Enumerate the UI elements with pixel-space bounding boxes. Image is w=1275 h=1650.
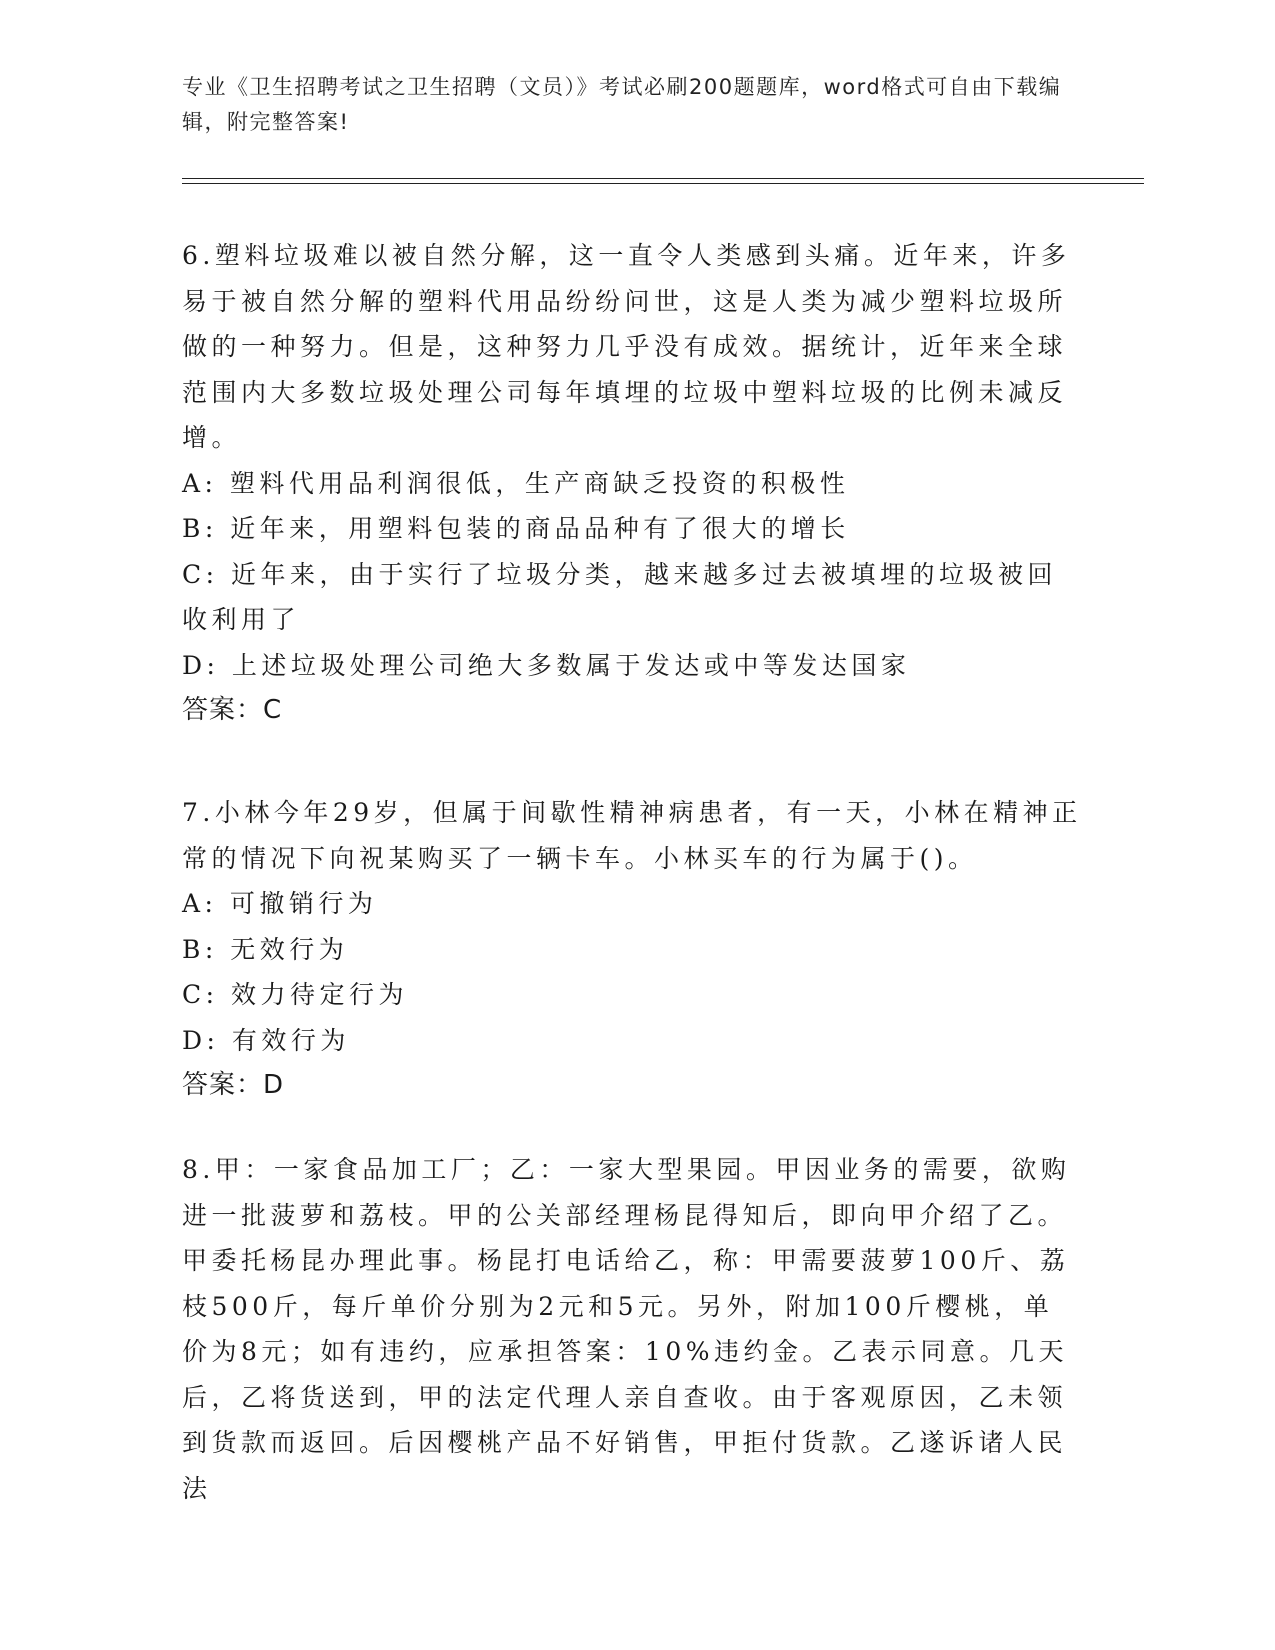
question-text: 小林今年29岁，但属于间歇性精神病患者，有一天，小林在精神正常的情况下向祝某购买了一辆卡车。小林买车的行为属于()。 (182, 798, 1082, 873)
question-text: 塑料垃圾难以被自然分解，这一直令人类感到头痛。近年来，许多易于被自然分解的塑料代用品纷纷问世，这是人类为减少塑料垃圾所做的一种努力。但是，这种努力几乎没有成效。据统计，近年来全球范围内大多数垃圾处理公司每年填埋的垃圾中塑料垃圾的比例未减反增。 (182, 241, 1071, 452)
option-b: B: 无效行为 (182, 934, 349, 964)
option-d: D: 有效行为 (182, 1025, 350, 1055)
answer-label: 答案：C (182, 695, 283, 725)
header-text: 专业《卫生招聘考试之卫生招聘（文员）》考试必刷200题题库，word格式可自由下载编辑，附完整答案! (182, 75, 1062, 134)
answer-label: 答案：D (182, 1070, 285, 1100)
question-6 (182, 233, 1082, 734)
question-text: 甲：一家食品加工厂；乙：一家大型果园。甲因业务的需要，欲购进一批菠萝和荔枝。甲的公关部经理杨昆得知后，即向甲介绍了乙。甲委托杨昆办理此事。杨昆打电话给乙，称：甲需要菠萝100斤、荔枝500斤，每斤单价分别为2元和5元。另外，附加100斤樱桃，单价为8元；如有违约，应承担答案：10%违约金。乙表示同意。几天后，乙将货送到，甲的法定代理人亲自查收。由于客观原因，乙未领到货款而返回。后因樱桃产品不好销售，甲拒付货款。乙遂诉诸人民法 (182, 1155, 1071, 1503)
question-number: 7. (182, 798, 215, 827)
option-b: B: 近年来，用塑料包装的商品品种有了很大的增长 (182, 514, 850, 543)
document-header (182, 70, 1082, 140)
header-divider-bottom (182, 183, 1144, 184)
option-c: C: 近年来，由于实行了垃圾分类，越来越多过去被填埋的垃圾被回收利用了 (182, 559, 1058, 634)
question-8 (182, 1147, 1082, 1503)
option-d: D: 上述垃圾处理公司绝大多数属于发达或中等发达国家 (182, 650, 911, 680)
question-7-stem (182, 790, 1082, 881)
question-6-stem (182, 233, 1082, 461)
question-number: 8. (182, 1155, 215, 1184)
question-7 (182, 790, 1082, 1109)
header-divider-top (182, 178, 1144, 179)
option-a: A: 塑料代用品利润很低，生产商缺乏投资的积极性 (182, 468, 850, 498)
option-a: A: 可撤销行为 (182, 889, 378, 918)
option-c: C: 效力待定行为 (182, 980, 408, 1009)
question-8-stem (182, 1147, 1082, 1511)
question-number: 6. (182, 241, 215, 270)
